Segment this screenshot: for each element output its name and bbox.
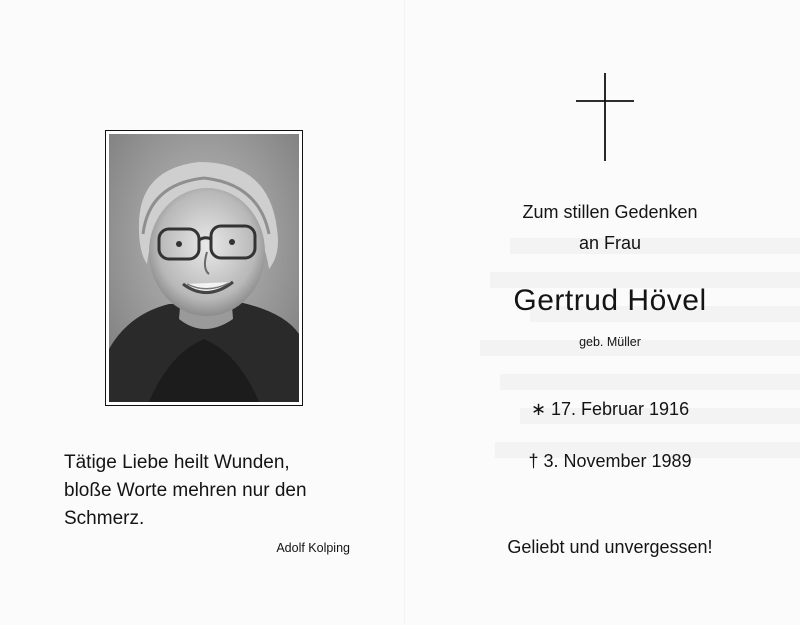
cross-icon xyxy=(576,73,636,161)
dedication-line-1: Zum stillen Gedenken xyxy=(522,202,698,222)
quote-line: Tätige Liebe heilt Wunden, xyxy=(64,452,290,473)
quote-line: bloße Worte mehren nur den xyxy=(64,480,307,501)
card-fold xyxy=(404,0,406,625)
portrait-photo xyxy=(105,130,303,406)
death-date: † 3. November 1989 xyxy=(528,451,692,471)
deceased-name: Gertrud Hövel xyxy=(513,284,707,317)
birth-date: ∗ 17. Februar 1916 xyxy=(530,399,690,419)
portrait-image xyxy=(109,134,299,402)
quote-line: Schmerz. xyxy=(64,508,145,529)
quote xyxy=(64,449,364,533)
maiden-name: geb. Müller xyxy=(579,335,641,349)
quote-author: Adolf Kolping xyxy=(276,541,350,555)
closing-line: Geliebt und unvergessen! xyxy=(507,537,713,557)
dedication-line-2: an Frau xyxy=(578,233,642,253)
